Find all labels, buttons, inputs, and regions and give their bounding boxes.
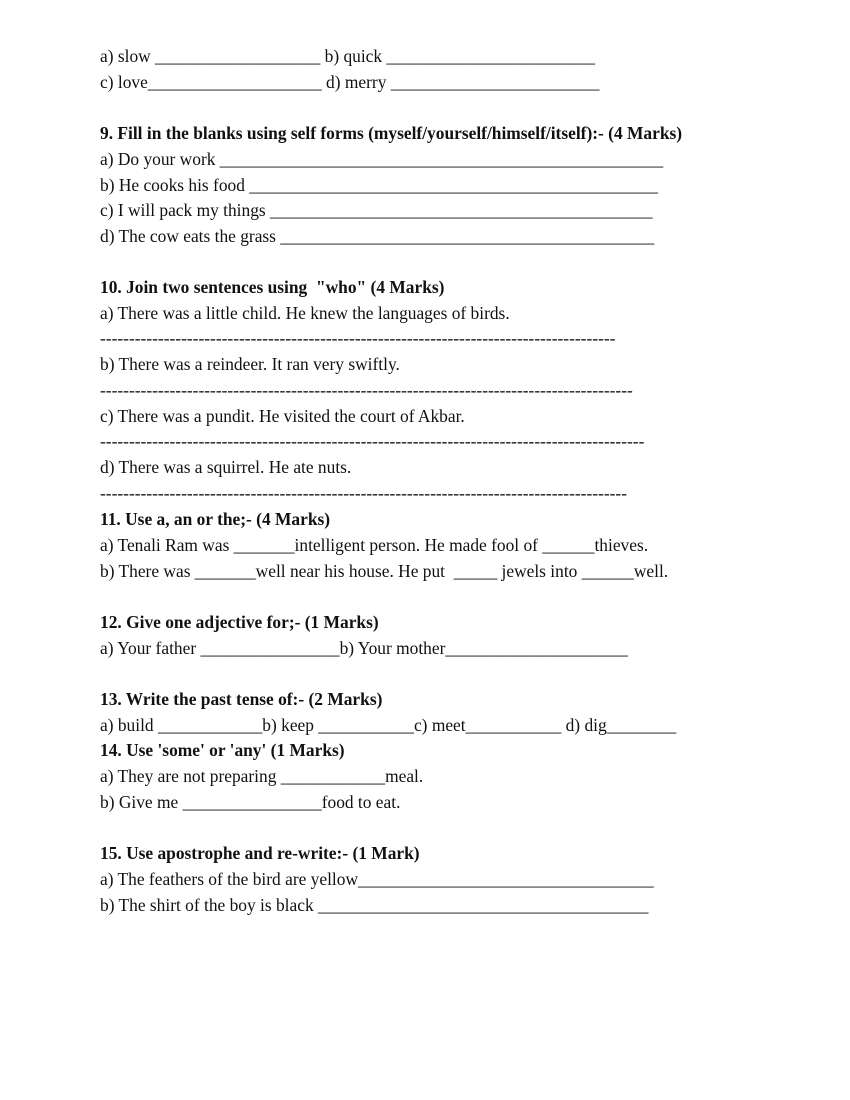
- q10-item-a: a) There was a little child. He knew the languages of birds.: [100, 303, 510, 323]
- q12-item-a: a) Your father ________________b) Your mother_____________________: [100, 638, 628, 658]
- q11-heading: 11. Use a, an or the;- (4 Marks): [100, 509, 331, 529]
- q11-item-a: a) Tenali Ram was _______intelligent person. He made fool of ______thieves.: [100, 535, 649, 555]
- prev-line-2: c) love____________________ d) merry ________________________: [100, 72, 600, 92]
- q15-item-b: b) The shirt of the boy is black ______________________________________: [100, 895, 649, 915]
- q10-answer-line-c: ----------------------------------------------------------------------------------------------: [100, 431, 645, 451]
- q9-item-b: b) He cooks his food _______________________________________________: [100, 175, 658, 195]
- q13-heading: 13. Write the past tense of:- (2 Marks): [100, 689, 383, 709]
- q15-item-a: a) The feathers of the bird are yellow__________________________________: [100, 869, 654, 889]
- q10-answer-line-d: -------------------------------------------------------------------------------------------: [100, 483, 628, 503]
- prev-line-1: a) slow ___________________ b) quick ________________________: [100, 46, 596, 66]
- q13-item-a: a) build ____________b) keep ___________c) meet___________ d) dig________: [100, 715, 677, 735]
- q10-item-d: d) There was a squirrel. He ate nuts.: [100, 457, 352, 477]
- q12-heading: 12. Give one adjective for;- (1 Marks): [100, 612, 379, 632]
- q10-answer-line-a: -----------------------------------------------------------------------------------------: [100, 328, 616, 348]
- q10-heading: 10. Join two sentences using "who" (4 Marks): [100, 277, 445, 297]
- q14-item-b: b) Give me ________________food to eat.: [100, 792, 401, 812]
- q10-item-b: b) There was a reindeer. It ran very swiftly.: [100, 354, 400, 374]
- q14-item-a: a) They are not preparing ____________meal.: [100, 766, 424, 786]
- q14-heading: 14. Use 'some' or 'any' (1 Marks): [100, 740, 345, 760]
- q15-heading: 15. Use apostrophe and re-write:- (1 Mark): [100, 843, 420, 863]
- q11-item-b: b) There was _______well near his house. He put _____ jewels into ______well.: [100, 561, 669, 581]
- q9-item-c: c) I will pack my things ____________________________________________: [100, 200, 653, 220]
- q10-item-c: c) There was a pundit. He visited the court of Akbar.: [100, 406, 465, 426]
- q9-heading: 9. Fill in the blanks using self forms (myself/yourself/himself/itself):- (4 Marks): [100, 123, 683, 143]
- q10-answer-line-b: --------------------------------------------------------------------------------------------: [100, 380, 633, 400]
- q9-item-d: d) The cow eats the grass ___________________________________________: [100, 226, 655, 246]
- q9-item-a: a) Do your work ___________________________________________________: [100, 149, 664, 169]
